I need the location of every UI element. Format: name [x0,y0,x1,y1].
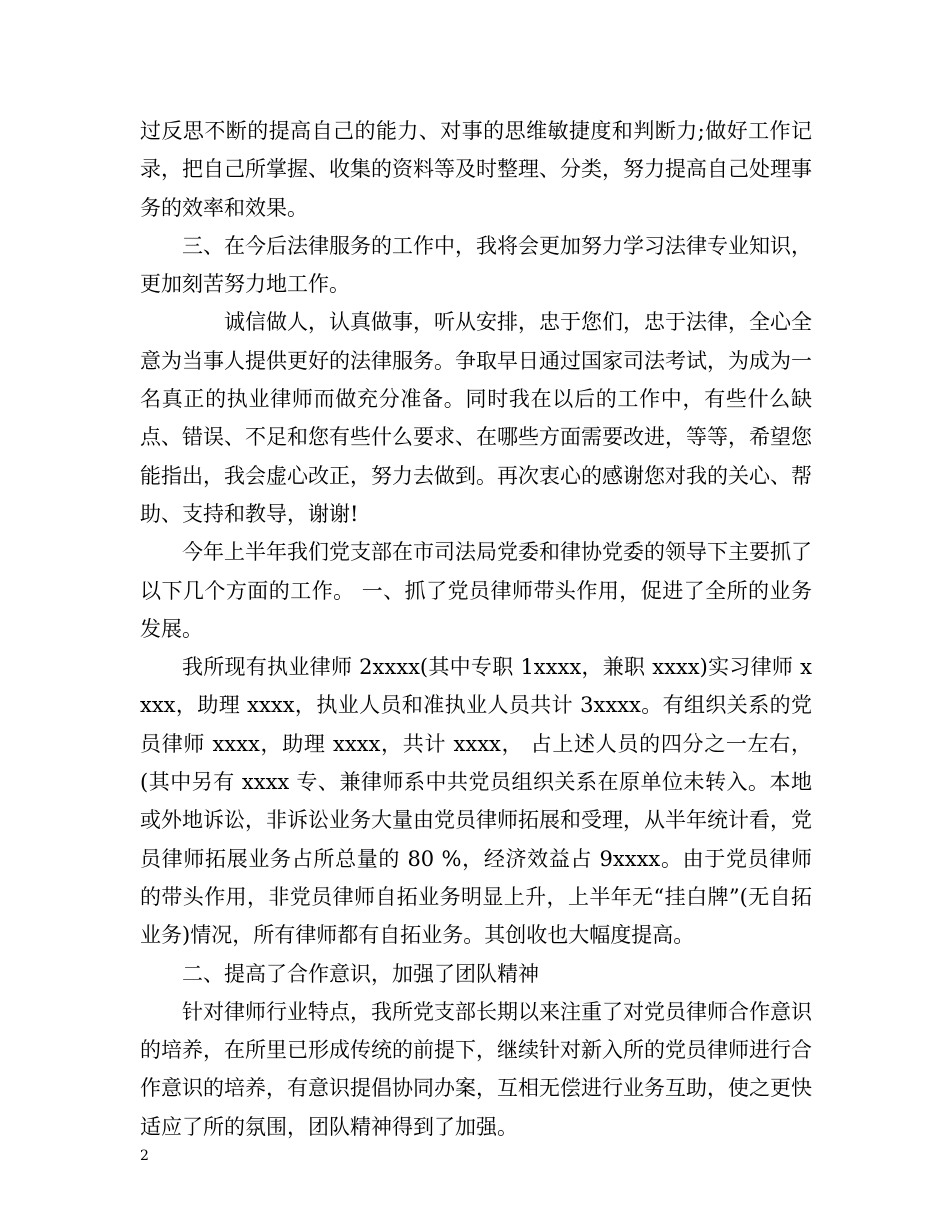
page-number: 2 [140,1148,149,1164]
paragraph-teamwork: 针对律师行业特点，我所党支部长期以来注重了对党员律师合作意识的培养，在所里已形成传统的前提下，继续针对新入所的党员律师进行合作意识的培养，有意识提倡协同办案，互相无偿进行业务互助，使之更快适应了所的氛围，团队精神得到了加强。 [140,999,812,1139]
document-body [140,112,812,1146]
paragraph-integrity: 诚信做人，认真做事，听从安排，忠于您们，忠于法律，全心全意为当事人提供更好的法律服务。争取早日通过国家司法考试，为成为一名真正的执业律师而做充分准备。同时我在以后的工作中，有些什么缺点、错误、不足和您有些什么要求、在哪些方面需要改进，等等，希望您能指出，我会虚心改正，努力去做到。再次衷心的感谢您对我的关心、帮助、支持和教导，谢谢! [140,310,812,526]
paragraph-half-year-summary: 今年上半年我们党支部在市司法局党委和律协党委的领导下主要抓了以下几个方面的工作。 一、抓了党员律师带头作用，促进了全所的业务发展。 [140,540,812,641]
section-heading-teamwork: 二、提高了合作意识，加强了团队精神 [182,961,539,986]
paragraph-future-work: 三、在今后法律服务的工作中，我将会更加努力学习法律专业知识，更加刻苦努力地工作。 [140,233,812,297]
paragraph-reflection: 过反思不断的提高自己的能力、对事的思维敏捷度和判断力;做好工作记录，把自己所掌握、收集的资料等及时整理、分类，努力提高自己处理事务的效率和效果。 [140,119,812,220]
paragraph-lawyer-statistics: 我所现有执业律师 2xxxx(其中专职 1xxxx，兼职 xxxx)实习律师 xxxx，助理 xxxx，执业人员和准执业人员共计 3xxxx。有组织关系的党员律师 xxxx，助理 xxxx，共计 xxxx， 占上述人员的四分之一左右，(其中另有 xxxx 专、兼律师系中共党员组织关系在原单位未转入。本地或外地诉讼，非诉讼业务大量由党员律师拓展和受理，从半年统计看，党员律师拓展业务占所总量的 80 %，经济效益占 9xxxx。由于党员律师的带头作用，非党员律师自拓业务明显上升，上半年无“挂白牌”(无自拓业务)情况，所有律师都有自拓业务。其创收也大幅度提高。 [140,655,812,948]
